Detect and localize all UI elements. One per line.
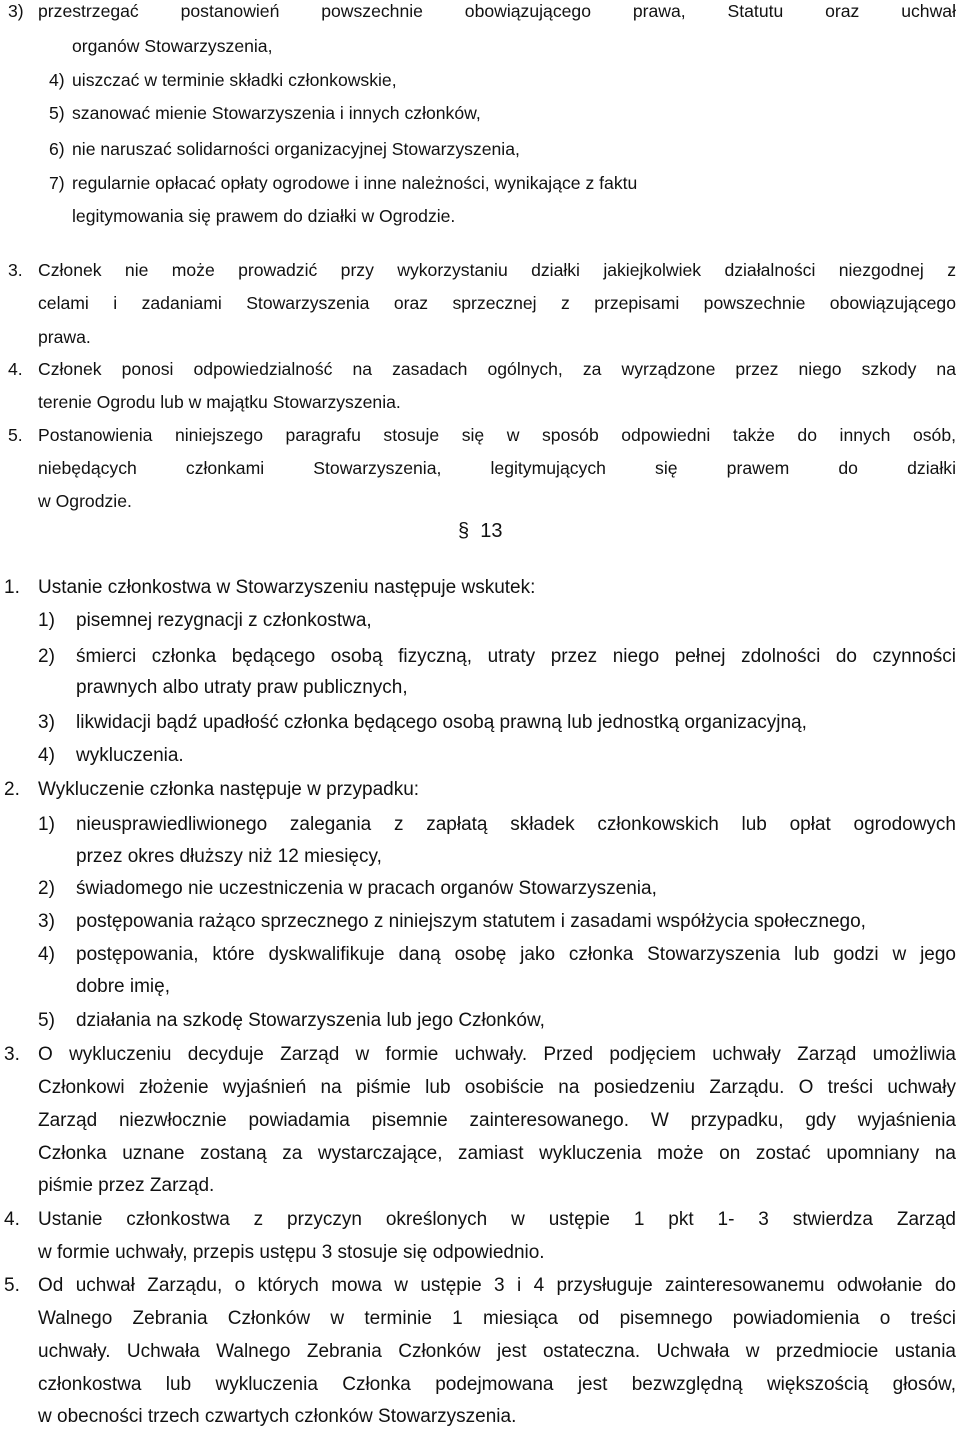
item-text: pisemnej rezygnacji z członkostwa,	[76, 610, 372, 631]
item-number: 5)	[49, 103, 65, 123]
item-text: wykluczenia.	[76, 745, 184, 766]
paragraph-text: Członkowi złożenie wyjaśnień na piśmie lub osobiście na posiedzeniu Zarządu. O treści uchwały	[38, 1077, 956, 1098]
paragraph-text: terenie Ogrodu lub w majątku Stowarzyszenia.	[38, 392, 401, 412]
item-number: 3)	[8, 1, 24, 21]
item-text: postępowania, które dyskwalifikuje daną osobę jako członka Stowarzyszenia lub godzi w jego	[76, 944, 956, 965]
paragraph-text: niebędących członkami Stowarzyszenia, legitymujących się prawem do działki	[38, 458, 956, 478]
paragraph-number: 4.	[4, 1209, 20, 1230]
paragraph-text: Ustanie członkostwa w Stowarzyszeniu następuje wskutek:	[38, 577, 536, 598]
item-number: 1)	[38, 814, 55, 835]
item-text: działania na szkodę Stowarzyszenia lub jego Członków,	[76, 1010, 545, 1031]
paragraph-text: Ustanie członkostwa z przyczyn określonych w ustępie 1 pkt 1- 3 stwierdza Zarząd	[38, 1209, 956, 1230]
paragraph-number: 2.	[4, 779, 20, 800]
section-heading	[458, 520, 503, 543]
paragraph-number: 3.	[4, 1044, 20, 1065]
item-text: regularnie opłacać opłaty ogrodowe i inne należności, wynikające z faktu	[72, 173, 638, 193]
item-text: prawnych albo utraty praw publicznych,	[76, 677, 408, 698]
paragraph-text: Wykluczenie członka następuje w przypadku:	[38, 779, 420, 800]
item-text: organów Stowarzyszenia,	[72, 36, 273, 56]
paragraph-text: Walnego Zebrania Członków w terminie 1 miesiąca od pisemnego powiadomienia o treści	[38, 1308, 956, 1329]
paragraph-text: w Ogrodzie.	[38, 491, 132, 511]
item-text: nieusprawiedliwionego zalegania z zapłatą składek członkowskich lub opłat ogrodowych	[76, 814, 956, 835]
paragraph-text: O wykluczeniu decyduje Zarząd w formie uchwały. Przed podjęciem uchwały Zarząd umożliwia	[38, 1044, 956, 1065]
paragraph-text: w obecności trzech czwartych członków Stowarzyszenia.	[38, 1406, 517, 1427]
paragraph-number: 1.	[4, 577, 20, 598]
paragraph-text: Członek ponosi odpowiedzialność na zasadach ogólnych, za wyrządzone przez niego szkody na	[38, 359, 956, 379]
item-number: 2)	[38, 646, 55, 667]
item-text: dobre imię,	[76, 976, 170, 997]
item-text: śmierci członka będącego osobą fizyczną, utraty przez niego pełnej zdolności do czynności	[76, 646, 956, 667]
paragraph-text: Członek nie może prowadzić przy wykorzystaniu działki jakiejkolwiek działalności niezgodnej z	[38, 260, 956, 280]
item-text: świadomego nie uczestniczenia w pracach organów Stowarzyszenia,	[76, 878, 657, 899]
paragraph-text: prawa.	[38, 327, 91, 347]
item-text: likwidacji bądź upadłość członka będącego osobą prawną lub jednostką organizacyjną,	[76, 712, 807, 733]
paragraph-text: członkostwa lub wykluczenia Członka podejmowana jest bezwzględną większością głosów,	[38, 1374, 956, 1395]
item-text: legitymowania się prawem do działki w Ogrodzie.	[72, 206, 456, 226]
paragraph-text: celami i zadaniami Stowarzyszenia oraz sprzecznej z przepisami powszechnie obowiązującego	[38, 293, 956, 313]
section-number: 13	[480, 520, 503, 542]
item-number: 6)	[49, 139, 65, 159]
paragraph-text: uchwały. Uchwała Walnego Zebrania Członków jest ostateczna. Uchwała w przedmiocie ustania	[38, 1341, 956, 1362]
paragraph-text: piśmie przez Zarząd.	[38, 1175, 215, 1196]
item-number: 4)	[38, 745, 55, 766]
item-number: 4)	[49, 70, 65, 90]
item-text: szanować mienie Stowarzyszenia i innych członków,	[72, 103, 481, 123]
section-symbol: §	[458, 520, 470, 542]
paragraph-number: 4.	[8, 359, 23, 379]
item-number: 1)	[38, 610, 55, 631]
paragraph-number: 5.	[8, 425, 23, 445]
item-text: postępowania rażąco sprzecznego z niniejszym statutem i zasadami współżycia społecznego,	[76, 911, 866, 932]
paragraph-text: Postanowienia niniejszego paragrafu stosuje się w sposób odpowiedni także do innych osób,	[38, 425, 956, 445]
paragraph-text: w formie uchwały, przepis ustępu 3 stosuje się odpowiednio.	[38, 1242, 545, 1263]
item-number: 3)	[38, 712, 55, 733]
paragraph-number: 3.	[8, 260, 23, 280]
paragraph-number: 5.	[4, 1275, 20, 1296]
item-number: 5)	[38, 1010, 55, 1031]
paragraph-text: Członka uznane zostaną za wystarczające, zamiast wykluczenia może on zostać upomniany na	[38, 1143, 956, 1164]
item-text: przez okres dłuższy niż 12 miesięcy,	[76, 846, 382, 867]
item-number: 4)	[38, 944, 55, 965]
item-text: uiszczać w terminie składki członkowskie,	[72, 70, 397, 90]
item-number: 7)	[49, 173, 65, 193]
item-number: 3)	[38, 911, 55, 932]
paragraph-text: Od uchwał Zarządu, o których mowa w ustępie 3 i 4 przysługuje zainteresowanemu odwołanie do	[38, 1275, 956, 1296]
item-text: przestrzegać postanowień powszechnie obowiązującego prawa, Statutu oraz uchwał	[38, 1, 956, 21]
paragraph-text: Zarząd niezwłocznie powiadamia pisemnie zainteresowanego. W przypadku, gdy wyjaśnienia	[38, 1110, 956, 1131]
item-number: 2)	[38, 878, 55, 899]
item-text: nie naruszać solidarności organizacyjnej Stowarzyszenia,	[72, 139, 520, 159]
